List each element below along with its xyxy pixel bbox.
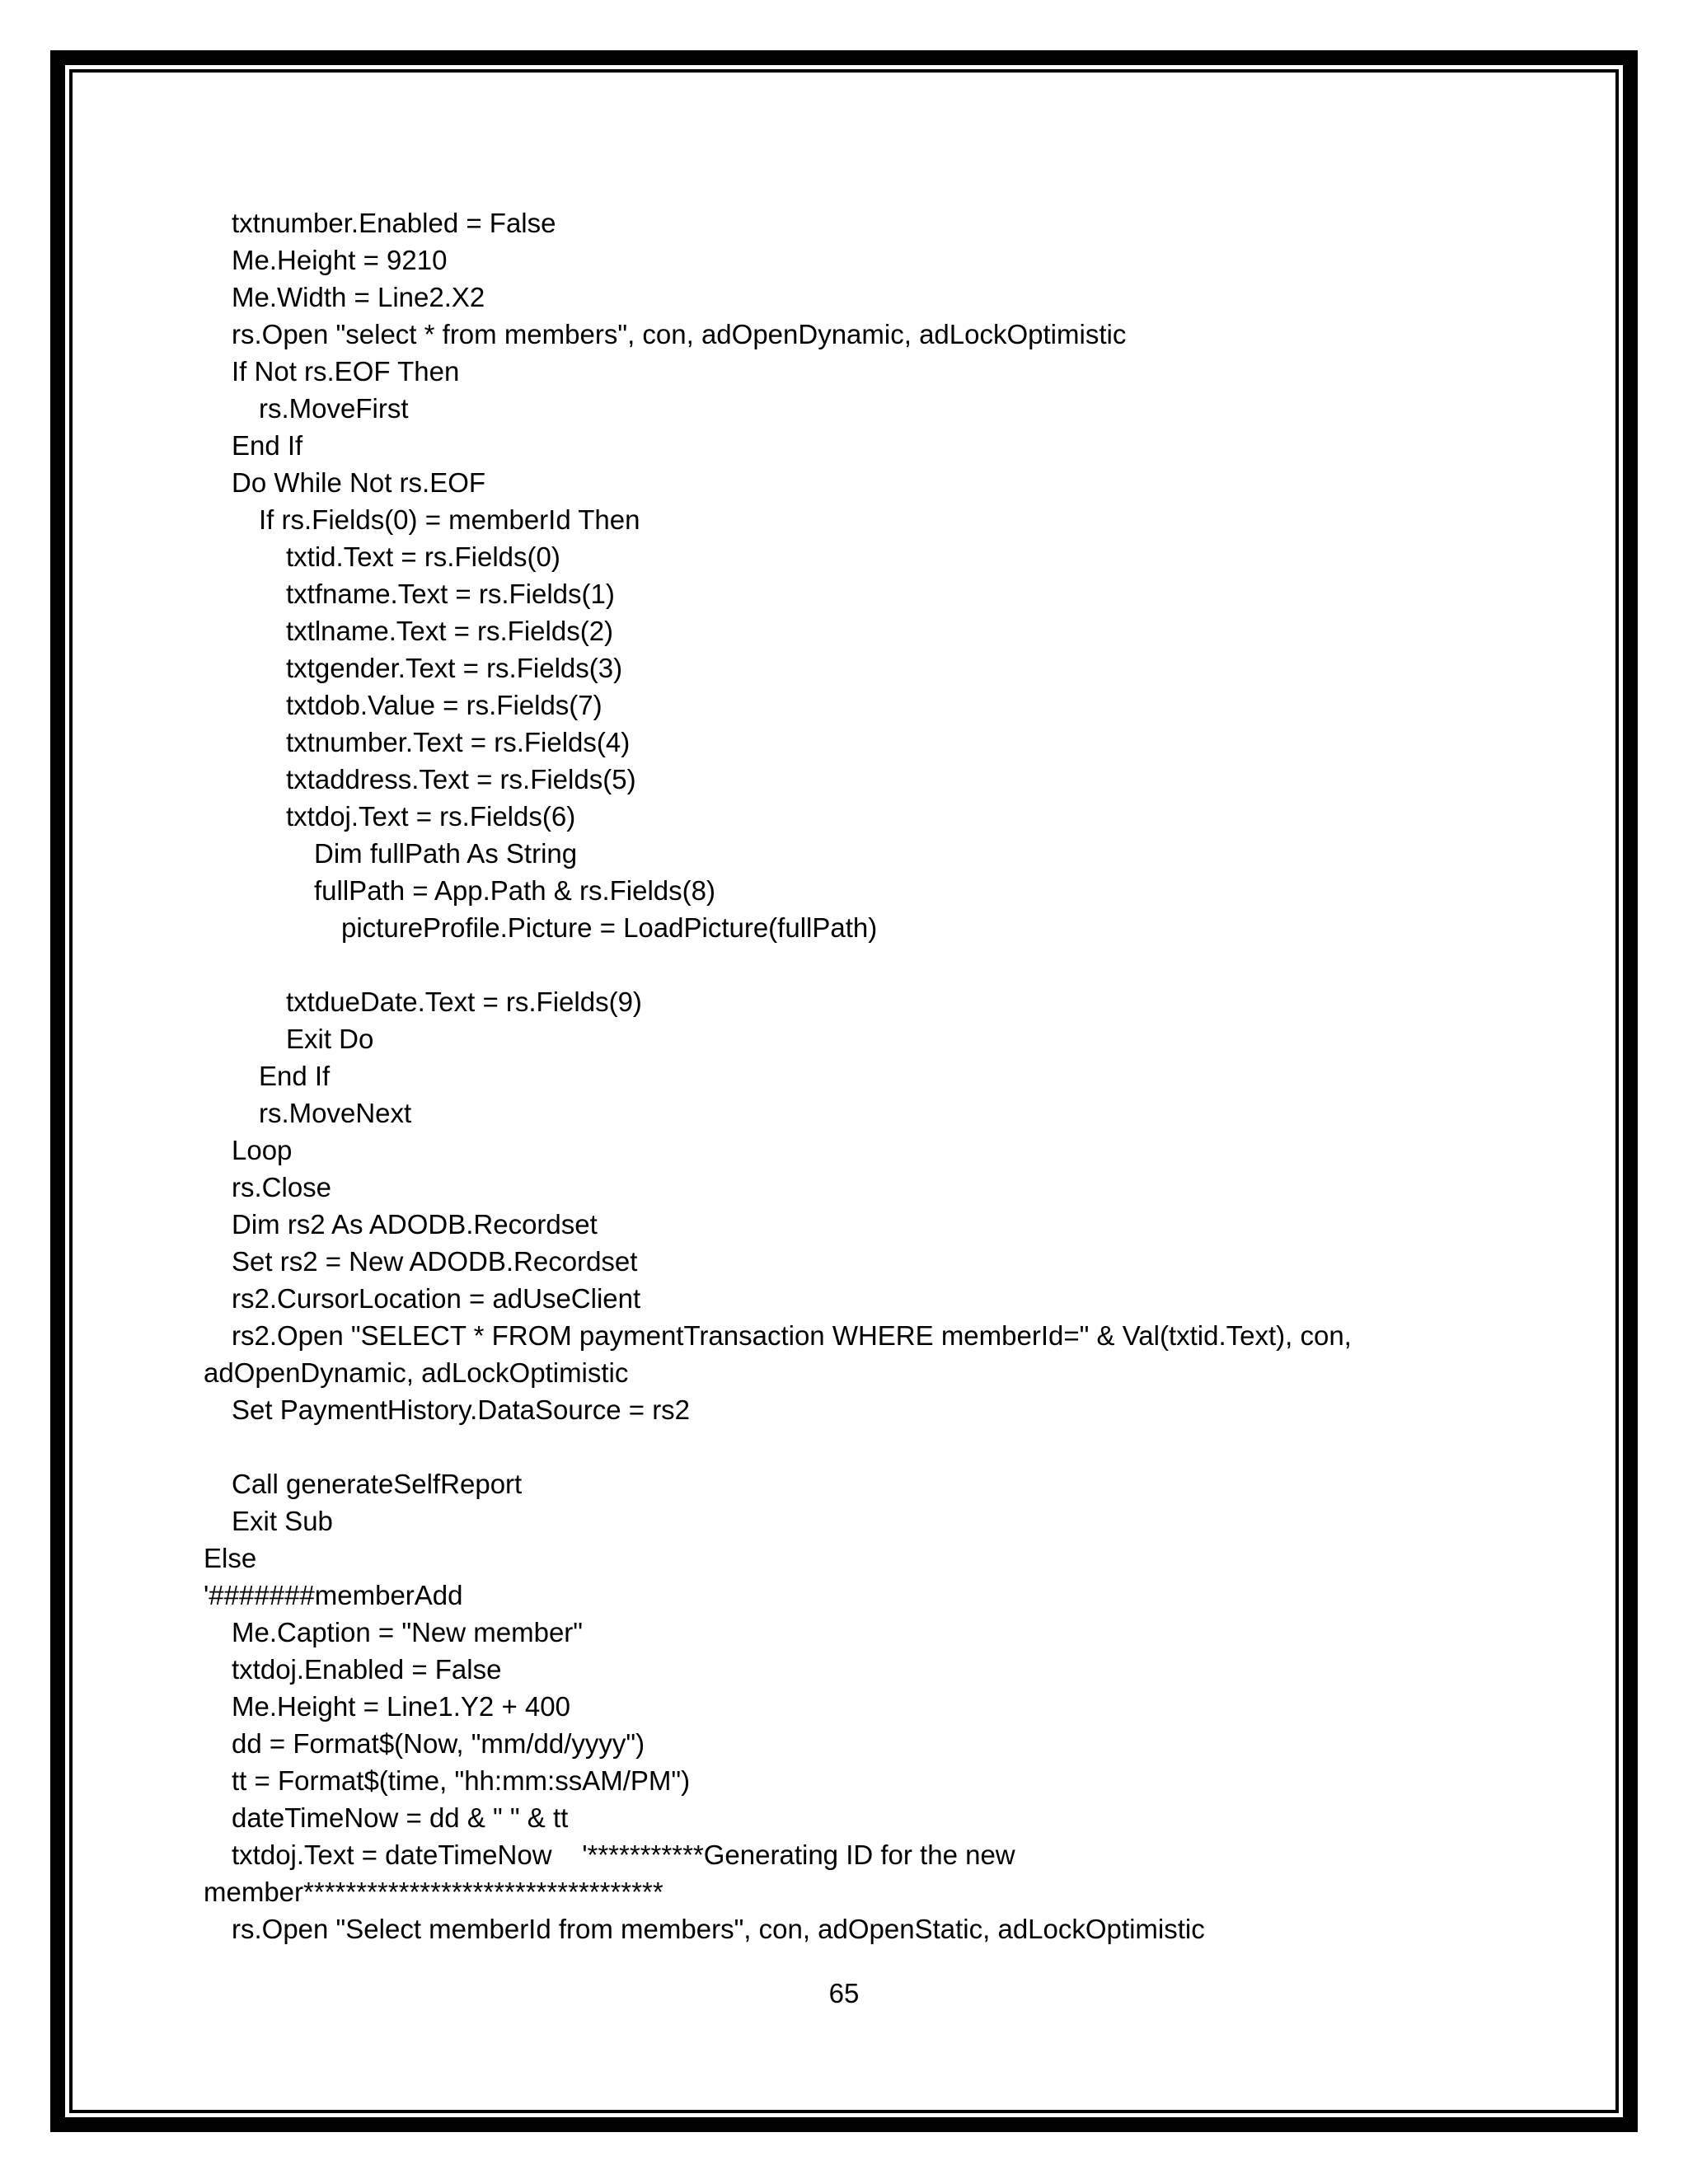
code-line: txtdoj.Text = rs.Fields(6) [286, 801, 576, 832]
code-line: Exit Sub [232, 1506, 333, 1536]
code-line: Set rs2 = New ADODB.Recordset [232, 1246, 638, 1277]
code-line: Loop [232, 1135, 293, 1165]
code-block [204, 204, 1423, 1947]
code-line: Dim fullPath As String [314, 838, 578, 869]
code-line-wrapped: member********************************** [204, 1877, 663, 1907]
page-number: 65 [828, 1978, 860, 2008]
code-line: Do While Not rs.EOF [232, 467, 486, 498]
code-line: End If [259, 1061, 331, 1091]
code-line: fullPath = App.Path & rs.Fields(8) [314, 875, 715, 906]
code-line: txtnumber.Text = rs.Fields(4) [286, 727, 631, 757]
code-line: rs.Open "select * from members", con, adOpenDynamic, adLockOptimistic [232, 319, 1127, 349]
code-line: txtfname.Text = rs.Fields(1) [286, 579, 615, 609]
code-line: rs2.CursorLocation = adUseClient [232, 1283, 641, 1314]
code-line: txtdoj.Enabled = False [232, 1654, 502, 1685]
code-line: Exit Do [286, 1024, 374, 1054]
code-line: If Not rs.EOF Then [232, 356, 460, 387]
code-line: End If [232, 430, 303, 461]
code-line: txtgender.Text = rs.Fields(3) [286, 653, 623, 683]
code-line: txtid.Text = rs.Fields(0) [286, 541, 560, 572]
code-line: txtaddress.Text = rs.Fields(5) [286, 764, 636, 794]
code-line: If rs.Fields(0) = memberId Then [259, 504, 640, 535]
code-line: pictureProfile.Picture = LoadPicture(fullPath) [341, 912, 878, 943]
code-line: dd = Format$(Now, "mm/dd/yyyy") [232, 1728, 645, 1759]
code-line: Call generateSelfReport [232, 1469, 523, 1499]
code-line: rs.MoveFirst [259, 393, 409, 424]
code-line: rs.Open "Select memberId from members", con, adOpenStatic, adLockOptimistic [232, 1914, 1205, 1944]
code-line: rs2.Open "SELECT * FROM paymentTransaction WHERE memberId=" & Val(txtid.Text), con, [232, 1320, 1352, 1351]
code-line: Me.Width = Line2.X2 [232, 282, 485, 312]
code-line: txtdueDate.Text = rs.Fields(9) [286, 987, 642, 1017]
code-line: dateTimeNow = dd & " " & tt [232, 1802, 569, 1833]
code-line: Set PaymentHistory.DataSource = rs2 [232, 1394, 691, 1425]
code-line: txtnumber.Enabled = False [232, 208, 556, 238]
blank-line [204, 1428, 1423, 1465]
blank-line [204, 946, 1423, 983]
code-line: Me.Height = 9210 [232, 245, 448, 275]
code-line: tt = Format$(time, "hh:mm:ssAM/PM") [232, 1765, 691, 1796]
code-line: Me.Caption = "New member" [232, 1617, 584, 1647]
code-line: Dim rs2 As ADODB.Recordset [232, 1209, 598, 1240]
code-line: txtdob.Value = rs.Fields(7) [286, 690, 603, 720]
code-line: Me.Height = Line1.Y2 + 400 [232, 1691, 570, 1722]
code-line: rs.Close [232, 1172, 332, 1202]
code-line: Else [204, 1543, 257, 1573]
code-comment: '#######memberAdd [204, 1580, 463, 1610]
code-line-wrapped: adOpenDynamic, adLockOptimistic [204, 1357, 629, 1388]
code-line: txtdoj.Text = dateTimeNow '***********Generating ID for the new [232, 1840, 1015, 1870]
code-line: rs.MoveNext [259, 1098, 412, 1128]
code-line: txtlname.Text = rs.Fields(2) [286, 616, 614, 646]
